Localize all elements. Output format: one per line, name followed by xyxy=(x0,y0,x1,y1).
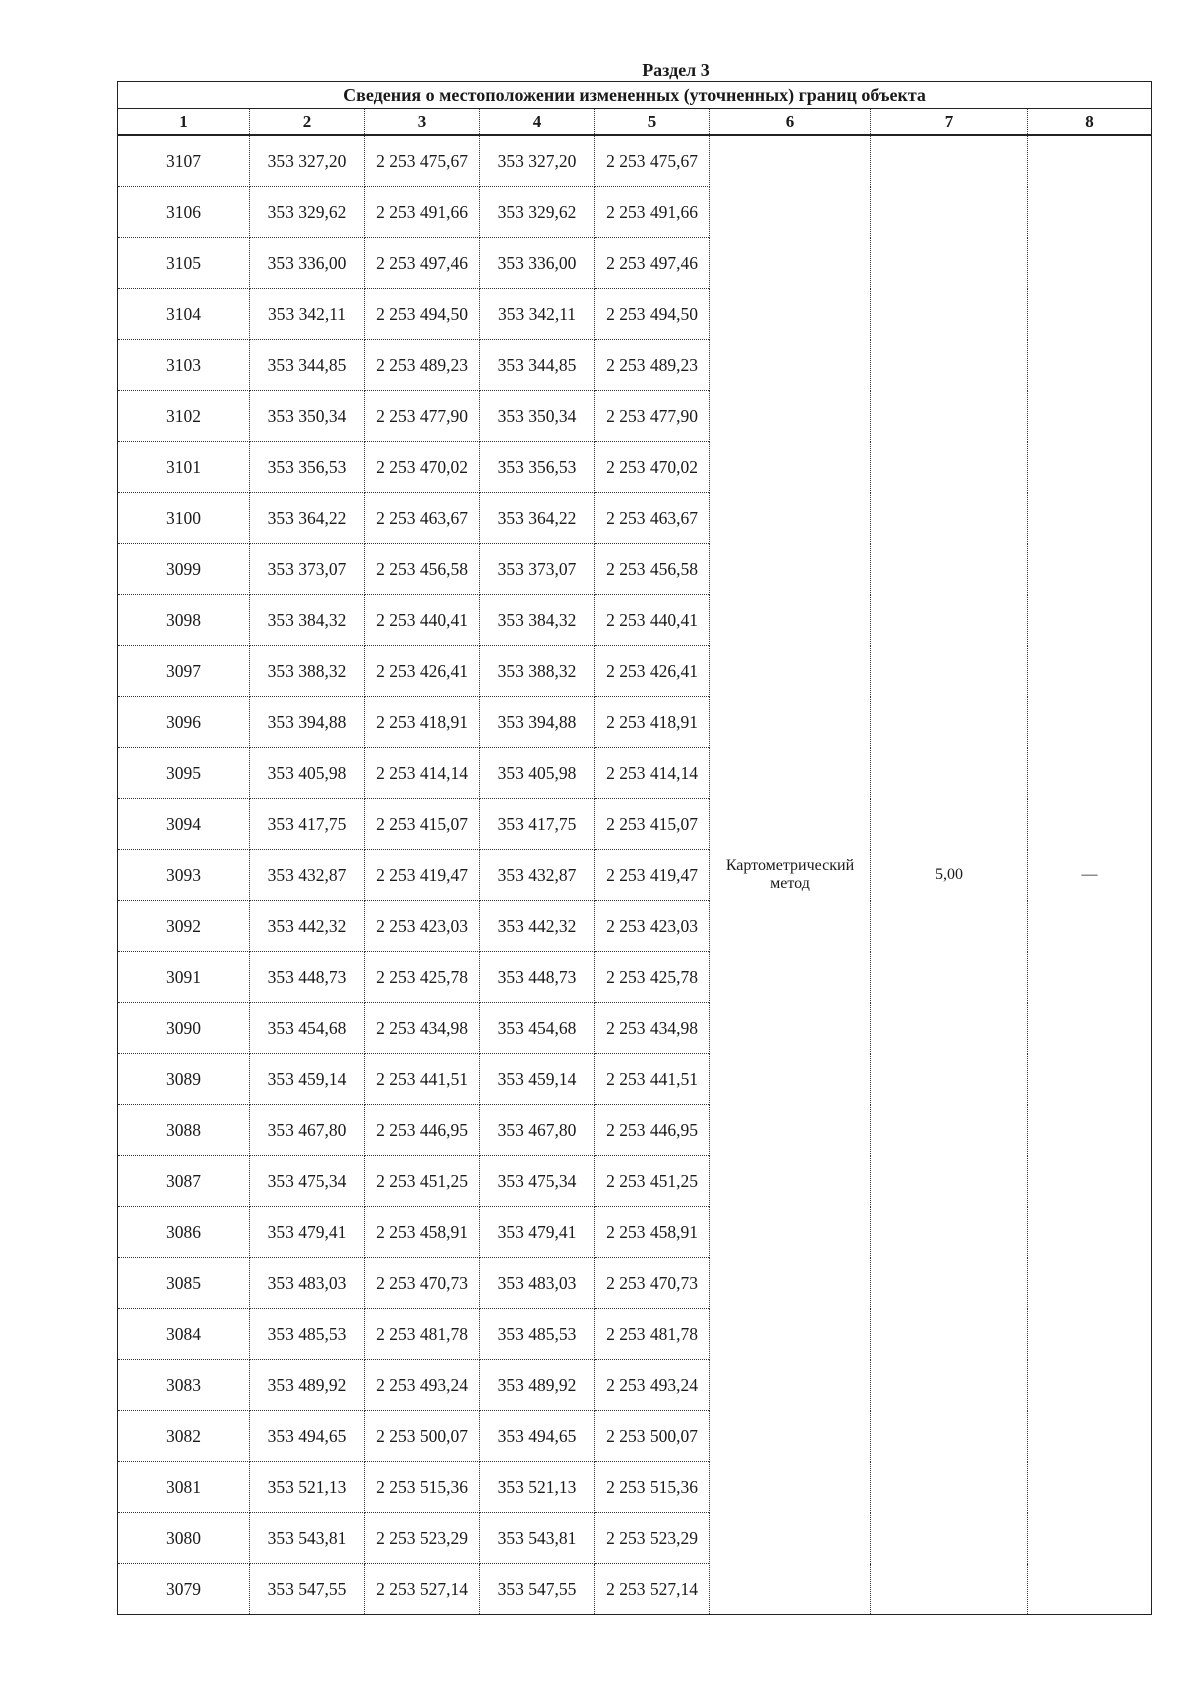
y-coordinate-cell: 2 253 456,58 xyxy=(365,544,480,595)
x-coordinate-cell: 353 483,03 xyxy=(480,1258,595,1309)
y-coordinate-cell: 2 253 475,67 xyxy=(595,135,710,187)
y-coordinate-cell: 2 253 489,23 xyxy=(595,340,710,391)
y-coordinate-cell: 2 253 414,14 xyxy=(365,748,480,799)
point-number-cell: 3082 xyxy=(118,1411,250,1462)
section-title: Раздел 3 xyxy=(642,60,710,80)
y-coordinate-cell: 2 253 425,78 xyxy=(365,952,480,1003)
y-coordinate-cell: 2 253 500,07 xyxy=(365,1411,480,1462)
y-coordinate-cell: 2 253 419,47 xyxy=(365,850,480,901)
point-number-cell: 3100 xyxy=(118,493,250,544)
x-coordinate-cell: 353 547,55 xyxy=(250,1564,365,1615)
x-coordinate-cell: 353 373,07 xyxy=(250,544,365,595)
x-coordinate-cell: 353 356,53 xyxy=(480,442,595,493)
y-coordinate-cell: 2 253 497,46 xyxy=(595,238,710,289)
y-coordinate-cell: 2 253 494,50 xyxy=(365,289,480,340)
y-coordinate-cell: 2 253 515,36 xyxy=(595,1462,710,1513)
table-row xyxy=(118,135,1152,187)
column-header: 3 xyxy=(365,109,480,136)
x-coordinate-cell: 353 489,92 xyxy=(480,1360,595,1411)
point-number-cell: 3088 xyxy=(118,1105,250,1156)
x-coordinate-cell: 353 336,00 xyxy=(250,238,365,289)
x-coordinate-cell: 353 479,41 xyxy=(480,1207,595,1258)
y-coordinate-cell: 2 253 434,98 xyxy=(595,1003,710,1054)
point-number-cell: 3092 xyxy=(118,901,250,952)
x-coordinate-cell: 353 327,20 xyxy=(250,135,365,187)
y-coordinate-cell: 2 253 477,90 xyxy=(365,391,480,442)
y-coordinate-cell: 2 253 418,91 xyxy=(365,697,480,748)
x-coordinate-cell: 353 521,13 xyxy=(480,1462,595,1513)
y-coordinate-cell: 2 253 475,67 xyxy=(365,135,480,187)
x-coordinate-cell: 353 373,07 xyxy=(480,544,595,595)
x-coordinate-cell: 353 494,65 xyxy=(250,1411,365,1462)
point-number-cell: 3085 xyxy=(118,1258,250,1309)
y-coordinate-cell: 2 253 523,29 xyxy=(595,1513,710,1564)
x-coordinate-cell: 353 521,13 xyxy=(250,1462,365,1513)
y-coordinate-cell: 2 253 446,95 xyxy=(365,1105,480,1156)
point-number-cell: 3103 xyxy=(118,340,250,391)
point-number-cell: 3095 xyxy=(118,748,250,799)
y-coordinate-cell: 2 253 440,41 xyxy=(595,595,710,646)
column-header-row xyxy=(118,109,1152,136)
x-coordinate-cell: 353 467,80 xyxy=(480,1105,595,1156)
y-coordinate-cell: 2 253 470,73 xyxy=(595,1258,710,1309)
x-coordinate-cell: 353 543,81 xyxy=(250,1513,365,1564)
point-number-cell: 3093 xyxy=(118,850,250,901)
y-coordinate-cell: 2 253 425,78 xyxy=(595,952,710,1003)
point-number-cell: 3097 xyxy=(118,646,250,697)
y-coordinate-cell: 2 253 523,29 xyxy=(365,1513,480,1564)
y-coordinate-cell: 2 253 481,78 xyxy=(595,1309,710,1360)
column-header: 4 xyxy=(480,109,595,136)
y-coordinate-cell: 2 253 415,07 xyxy=(365,799,480,850)
y-coordinate-cell: 2 253 494,50 xyxy=(595,289,710,340)
y-coordinate-cell: 2 253 500,07 xyxy=(595,1411,710,1462)
x-coordinate-cell: 353 342,11 xyxy=(250,289,365,340)
column-header: 6 xyxy=(710,109,871,136)
x-coordinate-cell: 353 350,34 xyxy=(480,391,595,442)
x-coordinate-cell: 353 342,11 xyxy=(480,289,595,340)
x-coordinate-cell: 353 448,73 xyxy=(250,952,365,1003)
note-cell: — xyxy=(1028,135,1152,1615)
x-coordinate-cell: 353 388,32 xyxy=(250,646,365,697)
point-number-cell: 3106 xyxy=(118,187,250,238)
y-coordinate-cell: 2 253 497,46 xyxy=(365,238,480,289)
x-coordinate-cell: 353 344,85 xyxy=(480,340,595,391)
y-coordinate-cell: 2 253 491,66 xyxy=(595,187,710,238)
x-coordinate-cell: 353 327,20 xyxy=(480,135,595,187)
x-coordinate-cell: 353 448,73 xyxy=(480,952,595,1003)
y-coordinate-cell: 2 253 441,51 xyxy=(365,1054,480,1105)
x-coordinate-cell: 353 394,88 xyxy=(250,697,365,748)
x-coordinate-cell: 353 329,62 xyxy=(250,187,365,238)
x-coordinate-cell: 353 494,65 xyxy=(480,1411,595,1462)
table-caption-row xyxy=(118,82,1152,109)
x-coordinate-cell: 353 432,87 xyxy=(480,850,595,901)
y-coordinate-cell: 2 253 470,73 xyxy=(365,1258,480,1309)
x-coordinate-cell: 353 364,22 xyxy=(480,493,595,544)
y-coordinate-cell: 2 253 477,90 xyxy=(595,391,710,442)
x-coordinate-cell: 353 364,22 xyxy=(250,493,365,544)
y-coordinate-cell: 2 253 451,25 xyxy=(595,1156,710,1207)
point-number-cell: 3091 xyxy=(118,952,250,1003)
point-number-cell: 3081 xyxy=(118,1462,250,1513)
x-coordinate-cell: 353 547,55 xyxy=(480,1564,595,1615)
x-coordinate-cell: 353 485,53 xyxy=(480,1309,595,1360)
point-number-cell: 3094 xyxy=(118,799,250,850)
x-coordinate-cell: 353 384,32 xyxy=(480,595,595,646)
x-coordinate-cell: 353 417,75 xyxy=(250,799,365,850)
y-coordinate-cell: 2 253 456,58 xyxy=(595,544,710,595)
y-coordinate-cell: 2 253 423,03 xyxy=(365,901,480,952)
point-number-cell: 3107 xyxy=(118,135,250,187)
x-coordinate-cell: 353 388,32 xyxy=(480,646,595,697)
point-number-cell: 3101 xyxy=(118,442,250,493)
x-coordinate-cell: 353 459,14 xyxy=(250,1054,365,1105)
point-number-cell: 3096 xyxy=(118,697,250,748)
y-coordinate-cell: 2 253 446,95 xyxy=(595,1105,710,1156)
x-coordinate-cell: 353 454,68 xyxy=(250,1003,365,1054)
y-coordinate-cell: 2 253 440,41 xyxy=(365,595,480,646)
table-caption: Сведения о местоположении измененных (уточненных) границ объекта xyxy=(118,82,1152,109)
point-number-cell: 3087 xyxy=(118,1156,250,1207)
y-coordinate-cell: 2 253 481,78 xyxy=(365,1309,480,1360)
x-coordinate-cell: 353 475,34 xyxy=(250,1156,365,1207)
x-coordinate-cell: 353 405,98 xyxy=(480,748,595,799)
column-header: 2 xyxy=(250,109,365,136)
x-coordinate-cell: 353 432,87 xyxy=(250,850,365,901)
y-coordinate-cell: 2 253 515,36 xyxy=(365,1462,480,1513)
y-coordinate-cell: 2 253 527,14 xyxy=(365,1564,480,1615)
y-coordinate-cell: 2 253 527,14 xyxy=(595,1564,710,1615)
y-coordinate-cell: 2 253 419,47 xyxy=(595,850,710,901)
column-header: 5 xyxy=(595,109,710,136)
y-coordinate-cell: 2 253 434,98 xyxy=(365,1003,480,1054)
point-number-cell: 3086 xyxy=(118,1207,250,1258)
y-coordinate-cell: 2 253 423,03 xyxy=(595,901,710,952)
x-coordinate-cell: 353 356,53 xyxy=(250,442,365,493)
y-coordinate-cell: 2 253 489,23 xyxy=(365,340,480,391)
method-cell: Картометрический метод xyxy=(710,135,871,1615)
point-number-cell: 3079 xyxy=(118,1564,250,1615)
y-coordinate-cell: 2 253 493,24 xyxy=(595,1360,710,1411)
x-coordinate-cell: 353 329,62 xyxy=(480,187,595,238)
point-number-cell: 3090 xyxy=(118,1003,250,1054)
x-coordinate-cell: 353 442,32 xyxy=(250,901,365,952)
x-coordinate-cell: 353 479,41 xyxy=(250,1207,365,1258)
y-coordinate-cell: 2 253 458,91 xyxy=(365,1207,480,1258)
point-number-cell: 3089 xyxy=(118,1054,250,1105)
y-coordinate-cell: 2 253 463,67 xyxy=(595,493,710,544)
point-number-cell: 3084 xyxy=(118,1309,250,1360)
point-number-cell: 3104 xyxy=(118,289,250,340)
y-coordinate-cell: 2 253 426,41 xyxy=(365,646,480,697)
y-coordinate-cell: 2 253 451,25 xyxy=(365,1156,480,1207)
boundary-coordinates-table xyxy=(117,81,1152,1615)
x-coordinate-cell: 353 417,75 xyxy=(480,799,595,850)
point-number-cell: 3098 xyxy=(118,595,250,646)
x-coordinate-cell: 353 475,34 xyxy=(480,1156,595,1207)
y-coordinate-cell: 2 253 426,41 xyxy=(595,646,710,697)
accuracy-cell: 5,00 xyxy=(871,135,1028,1615)
x-coordinate-cell: 353 350,34 xyxy=(250,391,365,442)
x-coordinate-cell: 353 483,03 xyxy=(250,1258,365,1309)
y-coordinate-cell: 2 253 441,51 xyxy=(595,1054,710,1105)
y-coordinate-cell: 2 253 470,02 xyxy=(365,442,480,493)
y-coordinate-cell: 2 253 493,24 xyxy=(365,1360,480,1411)
x-coordinate-cell: 353 459,14 xyxy=(480,1054,595,1105)
x-coordinate-cell: 353 344,85 xyxy=(250,340,365,391)
y-coordinate-cell: 2 253 414,14 xyxy=(595,748,710,799)
y-coordinate-cell: 2 253 470,02 xyxy=(595,442,710,493)
x-coordinate-cell: 353 454,68 xyxy=(480,1003,595,1054)
x-coordinate-cell: 353 442,32 xyxy=(480,901,595,952)
x-coordinate-cell: 353 384,32 xyxy=(250,595,365,646)
x-coordinate-cell: 353 394,88 xyxy=(480,697,595,748)
x-coordinate-cell: 353 489,92 xyxy=(250,1360,365,1411)
column-header: 8 xyxy=(1028,109,1152,136)
point-number-cell: 3099 xyxy=(118,544,250,595)
y-coordinate-cell: 2 253 415,07 xyxy=(595,799,710,850)
x-coordinate-cell: 353 485,53 xyxy=(250,1309,365,1360)
y-coordinate-cell: 2 253 418,91 xyxy=(595,697,710,748)
y-coordinate-cell: 2 253 463,67 xyxy=(365,493,480,544)
point-number-cell: 3083 xyxy=(118,1360,250,1411)
point-number-cell: 3080 xyxy=(118,1513,250,1564)
point-number-cell: 3105 xyxy=(118,238,250,289)
y-coordinate-cell: 2 253 491,66 xyxy=(365,187,480,238)
point-number-cell: 3102 xyxy=(118,391,250,442)
x-coordinate-cell: 353 467,80 xyxy=(250,1105,365,1156)
column-header: 7 xyxy=(871,109,1028,136)
column-header: 1 xyxy=(118,109,250,136)
x-coordinate-cell: 353 543,81 xyxy=(480,1513,595,1564)
x-coordinate-cell: 353 336,00 xyxy=(480,238,595,289)
x-coordinate-cell: 353 405,98 xyxy=(250,748,365,799)
y-coordinate-cell: 2 253 458,91 xyxy=(595,1207,710,1258)
